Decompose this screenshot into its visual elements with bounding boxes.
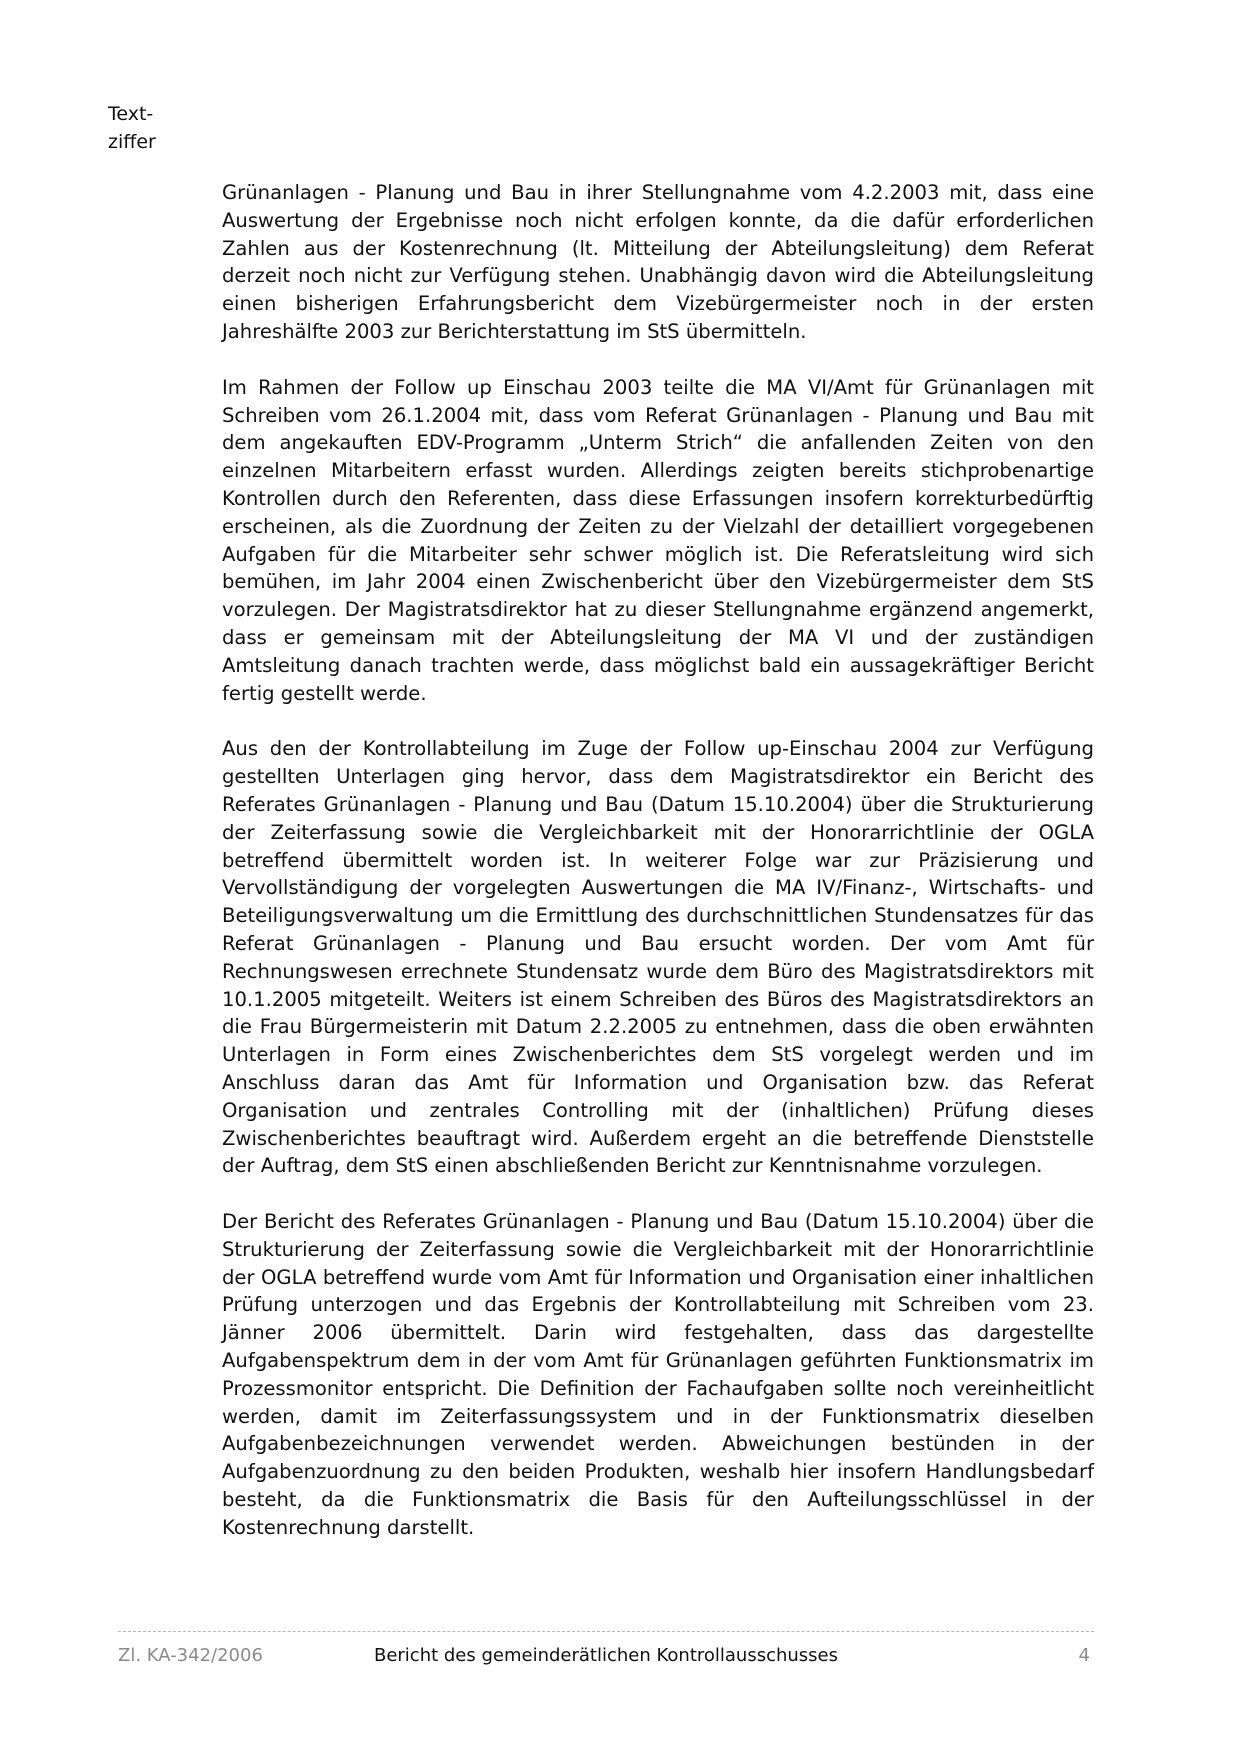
paragraph-4: Der Bericht des Referates Grünanlagen - Planung und Bau (Datum 15.10.2004) über die Strukturierung der Zeiterfassung sowie die Vergleichbarkeit mit der Honorarrichtlinie der OGLA betreffend wurde vom Amt für Information und Organisation einer inhaltlichen Prüfung unterzogen und das Ergebnis der Kontrollabteilung mit Schreiben vom 23. Jänner 2006 übermittelt. Darin wird festgehalten, dass das dargestellte Aufgabenspektrum dem in der vom Amt für Grünanlagen geführten Funktionsmatrix im Prozessmonitor entspricht. Die Definition der Fachaufgaben sollte noch vereinheitlicht werden, damit im Zeiterfassungssystem und in der Funktionsmatrix dieselben Aufgabenbezeichnungen verwendet werden. Abweichungen bestünden in der Aufgabenzuordnung zu den beiden Produkten, weshalb hier insofern Handlungsbedarf besteht, da die Funktionsmatrix die Basis für den Aufteilungsschlüssel in der Kostenrechnung darstellt. — [222, 1210, 1094, 1539]
page-footer — [118, 1641, 1094, 1671]
footer-title: Bericht des gemeinderätlichen Kontrollausschusses — [373, 1645, 839, 1666]
textziffer-margin-label — [108, 100, 156, 156]
report-body — [222, 179, 1094, 1570]
paragraph-1: Grünanlagen - Planung und Bau in ihrer Stellungnahme vom 4.2.2003 mit, dass eine Auswertung der Ergebnisse noch nicht erfolgen konnte, da die dafür erforderlichen Zahlen aus der Kostenrechnung (lt. Mitteilung der Abteilungsleitung) dem Referat derzeit noch nicht zur Verfügung stehen. Unabhängig davon wird die Abteilungsleitung einen bisherigen Erfahrungsbericht dem Vizebürgermeister noch in der ersten Jahreshälfte 2003 zur Berichterstattung im StS übermitteln. — [222, 181, 1094, 343]
margin-label-line-2: ziffer — [108, 131, 156, 153]
footer-reference: Zl. KA-342/2006 — [118, 1645, 263, 1666]
footer-divider — [118, 1631, 1094, 1632]
paragraph-3: Aus den der Kontrollabteilung im Zuge der Follow up-Einschau 2004 zur Verfügung gestellten Unterlagen ging hervor, dass dem Magistratsdirektor ein Bericht des Referates Grünanlagen - Planung und Bau (Datum 15.10.2004) über die Strukturierung der Zeiterfassung sowie die Vergleichbarkeit mit der Honorarrichtlinie der OGLA betreffend übermittelt worden ist. In weiterer Folge war zur Präzisierung und Vervollständigung der vorgelegten Auswertungen die MA IV/Finanz-, Wirtschafts- und Beteiligungsverwaltung um die Ermittlung des durchschnittlichen Stundensatzes für das Referat Grünanlagen - Planung und Bau ersucht worden. Der vom Amt für Rechnungswesen errechnete Stundensatz wurde dem Büro des Magistratsdirektors mit 10.1.2005 mitgeteilt. Weiters ist einem Schreiben des Büros des Magistratsdirektors an die Frau Bürgermeisterin mit Datum 2.2.2005 zu entnehmen, dass die oben erwähnten Unterlagen in Form eines Zwischenberichtes dem StS vorgelegt werden und im Anschluss daran das Amt für Information und Organisation bzw. das Referat Organisation und zentrales Controlling mit der (inhaltlichen) Prüfung dieses Zwischenberichtes beauftragt wird. Außerdem ergeht an die betreffende Dienststelle der Auftrag, dem StS einen abschließenden Bericht zur Kenntnisnahme vorzulegen. — [222, 737, 1094, 1178]
margin-label-line-1: Text- — [108, 103, 154, 125]
paragraph-2: Im Rahmen der Follow up Einschau 2003 teilte die MA VI/Amt für Grünanlagen mit Schreiben vom 26.1.2004 mit, dass vom Referat Grünanlagen - Planung und Bau mit dem angekauften EDV-Programm „Unterm Strich“ die anfallenden Zeiten von den einzelnen Mitarbeitern erfasst wurden. Allerdings zeigten bereits stichprobenartige Kontrollen durch den Referenten, dass diese Erfassungen insofern korrekturbedürftig erscheinen, als die Zuordnung der Zeiten zu der Vielzahl der detailliert vorgegebenen Aufgaben für die Mitarbeiter sehr schwer möglich ist. Die Referatsleitung wird sich bemühen, im Jahr 2004 einen Zwischenbericht über den Vizebürgermeister dem StS vorzulegen. Der Magistratsdirektor hat zu dieser Stellungnahme ergänzend angemerkt, dass er gemeinsam mit der Abteilungsleitung der MA VI und der zuständigen Amtsleitung danach trachten werde, dass möglichst bald ein aussagekräftiger Bericht fertig gestellt werde. — [222, 375, 1094, 705]
footer-page-number: 4 — [1078, 1645, 1090, 1666]
